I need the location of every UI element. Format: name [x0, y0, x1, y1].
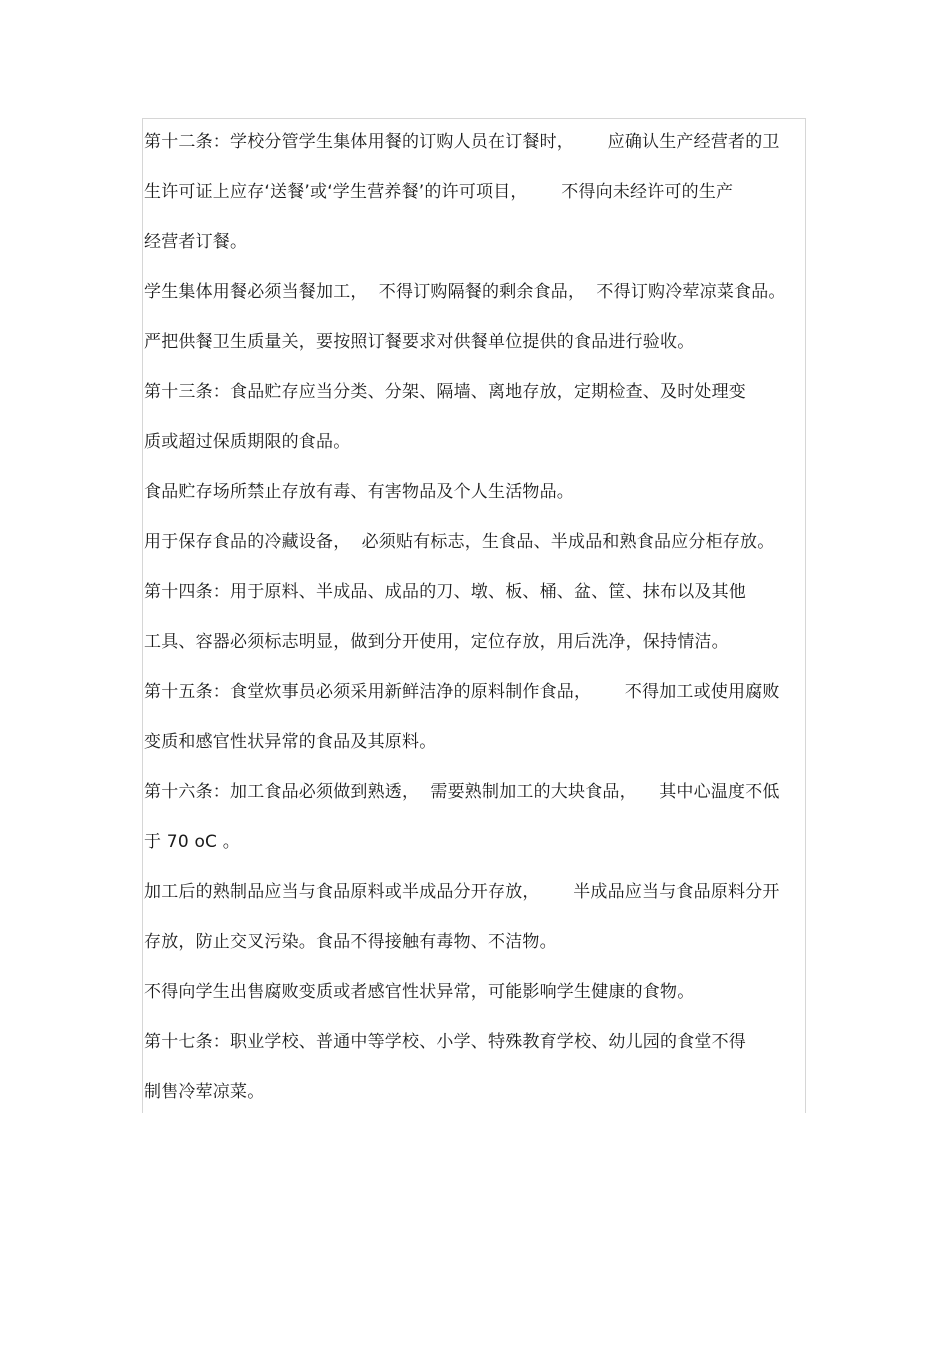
text-line: 经营者订餐。	[144, 232, 248, 252]
text-line: 第十五条：食堂炊事员必须采用新鲜洁净的原料制作食品， 不得加工或使用腐败	[144, 682, 780, 702]
text-line: 不得向学生出售腐败变质或者感官性状异常，可能影响学生健康的食物。	[144, 982, 695, 1002]
text-line: 变质和感官性状异常的食品及其原料。	[144, 732, 437, 752]
text-line: 严把供餐卫生质量关，要按照订餐要求对供餐单位提供的食品进行验收。	[144, 332, 695, 352]
text-line: 食品贮存场所禁止存放有毒、有害物品及个人生活物品。	[144, 482, 574, 502]
text-line: 制售冷荤凉菜。	[144, 1082, 265, 1102]
text-line: 加工后的熟制品应当与食品原料或半成品分开存放， 半成品应当与食品原料分开	[144, 882, 780, 902]
text-line: 第十二条：学校分管学生集体用餐的订购人员在订餐时， 应确认生产经营者的卫	[144, 132, 780, 152]
text-line: 工具、容器必须标志明显，做到分开使用，定位存放，用后洗净，保持情洁。	[144, 632, 729, 652]
text-line: 第十三条：食品贮存应当分类、分架、隔墙、离地存放，定期检查、及时处理变	[144, 382, 746, 402]
text-line: 第十六条：加工食品必须做到熟透， 需要熟制加工的大块食品， 其中心温度不低	[144, 782, 780, 802]
page-frame	[142, 118, 806, 1113]
text-line: 于 70 oC 。	[144, 832, 240, 852]
text-line: 学生集体用餐必须当餐加工， 不得订购隔餐的剩余食品， 不得订购冷荤凉菜食品。	[144, 282, 786, 302]
text-line: 生许可证上应存‘送餐’或‘学生营养餐’的许可项目， 不得向未经许可的生产	[144, 182, 734, 202]
text-line: 存放，防止交叉污染。食品不得接触有毒物、不洁物。	[144, 932, 557, 952]
text-line: 用于保存食品的冷藏设备， 必须贴有标志，生食品、半成品和熟食品应分柜存放。	[144, 532, 775, 552]
text-line: 第十四条：用于原料、半成品、成品的刀、墩、板、桶、盆、筐、抹布以及其他	[144, 582, 746, 602]
text-line: 第十七条：职业学校、普通中等学校、小学、特殊教育学校、幼儿园的食堂不得	[144, 1032, 746, 1052]
text-line: 质或超过保质期限的食品。	[144, 432, 351, 452]
